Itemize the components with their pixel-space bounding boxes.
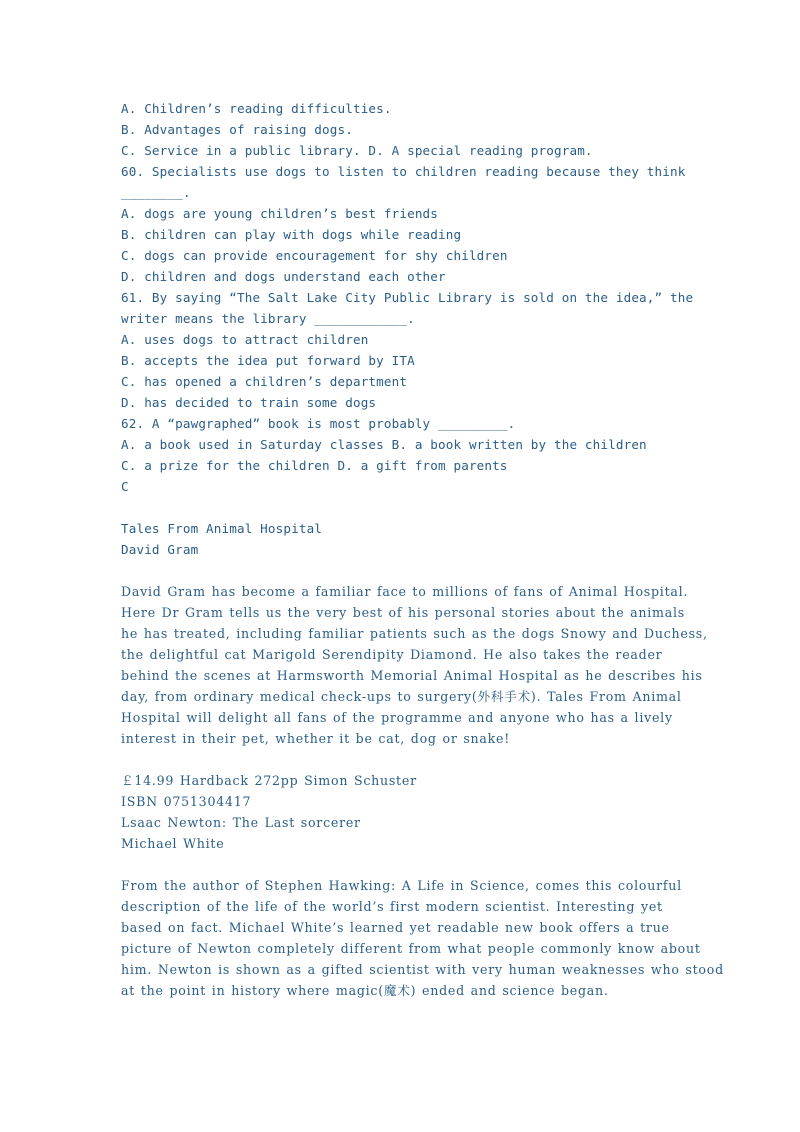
book-2-desc-line: picture of Newton completely different from what people commonly know about (121, 941, 701, 956)
book-2-desc-line: description of the life of the world’s first modern scientist. Interesting yet (121, 899, 663, 914)
q60-stem-line-1: 60. Specialists use dogs to listen to children reading because they think (121, 164, 686, 179)
book-1-description (121, 581, 708, 749)
q60-stem-line-2: ________. (121, 185, 191, 200)
q60-option-b: B. children can play with dogs while reading (121, 227, 462, 242)
book-2 (121, 812, 724, 1001)
book-1-author: David Gram (121, 542, 199, 557)
book-2-desc-line: at the point in history where magic(魔术) ended and science began. (121, 983, 609, 998)
spacer (121, 497, 701, 518)
book-2-desc-line: based on fact. Michael White’s learned yet readable new book offers a true (121, 920, 670, 935)
q60-option-c: C. dogs can provide encouragement for shy children (121, 248, 508, 263)
question-59-options (121, 98, 701, 161)
book-1-isbn: ISBN 0751304417 (121, 794, 252, 809)
book-1-desc-line: David Gram has become a familiar face to millions of fans of Animal Hospital. (121, 584, 689, 599)
book-1-price-info: ￡14.99 Hardback 272pp Simon Schuster (121, 773, 417, 788)
q61-option-d: D. has decided to train some dogs (121, 395, 377, 410)
book-1-desc-line: behind the scenes at Harmsworth Memorial Animal Hospital as he describes his (121, 668, 703, 683)
book-1-title: Tales From Animal Hospital (121, 521, 323, 536)
q61-stem-line-2: writer means the library ____________. (121, 311, 415, 326)
book-2-desc-line: From the author of Stephen Hawking: A Life in Science, comes this colourful (121, 878, 682, 893)
q62-stem: 62. A “pawgraphed” book is most probably _________. (121, 416, 516, 431)
book-2-author: Michael White (121, 836, 225, 851)
q62-option-cd: C. a prize for the children D. a gift from parents (121, 458, 508, 473)
book-1 (121, 518, 708, 812)
book-2-description (121, 875, 724, 1001)
spacer (121, 854, 701, 875)
q62-option-ab: A. a book used in Saturday classes B. a book written by the children (121, 437, 647, 452)
book-1-desc-line: day, from ordinary medical check-ups to surgery(外科手术). Tales From Animal (121, 689, 682, 704)
question-61 (121, 287, 701, 413)
book-2-desc-line: him. Newton is shown as a gifted scientist with very human weaknesses who stood (121, 962, 724, 977)
book-2-title: Lsaac Newton: The Last sorcerer (121, 815, 361, 830)
q61-option-b: B. accepts the idea put forward by ITA (121, 353, 415, 368)
book-1-desc-line: interest in their pet, whether it be cat, dog or snake! (121, 731, 511, 746)
document-page (121, 98, 724, 1001)
q60-option-a: A. dogs are young children’s best friends (121, 206, 439, 221)
spacer (121, 560, 701, 581)
q61-option-a: A. uses dogs to attract children (121, 332, 369, 347)
book-1-desc-line: Here Dr Gram tells us the very best of his personal stories about the animals (121, 605, 686, 620)
q61-stem-line-1: 61. By saying “The Salt Lake City Public Library is sold on the idea,” the (121, 290, 694, 305)
book-1-desc-line: Hospital will delight all fans of the programme and anyone who has a lively (121, 710, 673, 725)
q59-option-cd: C. Service in a public library. D. A special reading program. (121, 143, 593, 158)
spacer (121, 749, 701, 770)
book-1-desc-line: he has treated, including familiar patients such as the dogs Snowy and Duchess, (121, 626, 708, 641)
book-1-desc-line: the delightful cat Marigold Serendipity Diamond. He also takes the reader (121, 647, 663, 662)
q59-option-a: A. Children’s reading difficulties. (121, 101, 392, 116)
q60-option-d: D. children and dogs understand each other (121, 269, 446, 284)
q61-option-c: C. has opened a children’s department (121, 374, 408, 389)
question-60 (121, 161, 701, 287)
question-62 (121, 413, 701, 476)
q59-option-b: B. Advantages of raising dogs. (121, 122, 353, 137)
section-letter: C (121, 479, 129, 494)
